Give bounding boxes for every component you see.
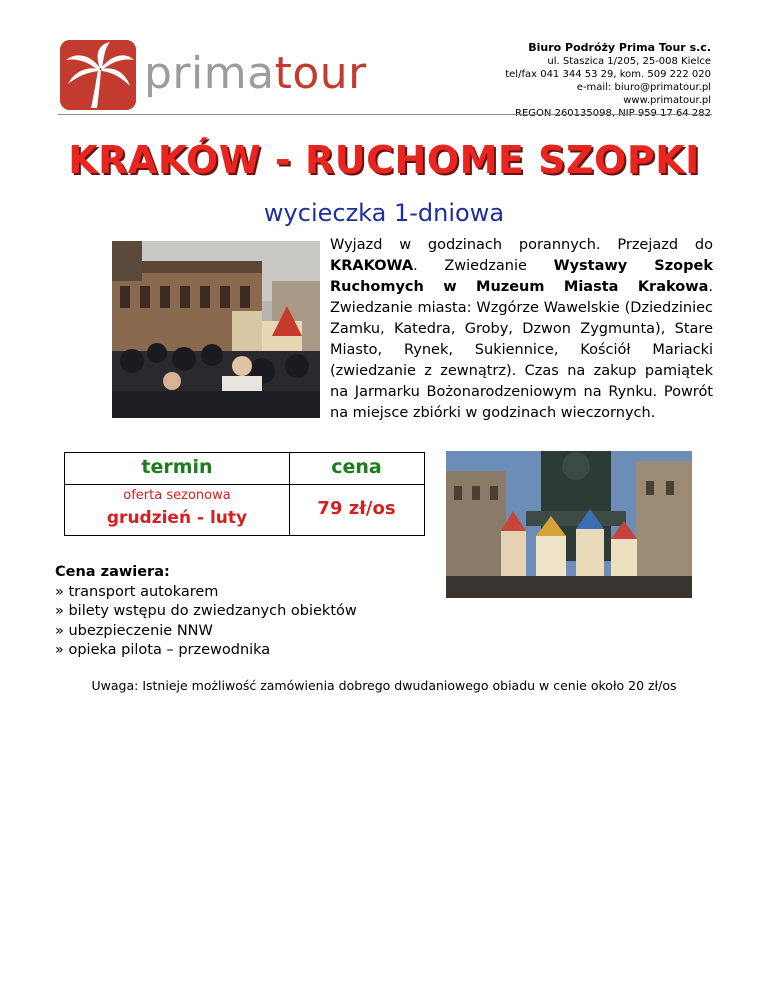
company-website[interactable]: www.primatour.pl: [623, 95, 711, 106]
company-info: [391, 40, 711, 120]
includes-item-insurance: » ubezpieczenie NNW: [55, 622, 213, 639]
logo-word-tour: tour: [274, 48, 367, 99]
desc-text-1: Wyjazd w godzinach porannych. Przejazd do: [330, 237, 713, 253]
desc-text-2: . Zwiedzanie: [413, 258, 554, 274]
includes-heading: Cena zawiera:: [55, 564, 170, 580]
footnote: Uwaga: Istnieje możliwość zamówienia dobrego dwudaniowego obiadu w cenie około 20 zł/os: [91, 678, 677, 693]
price-includes: [55, 563, 357, 661]
trip-description: [330, 235, 713, 424]
desc-bold-krakow: KRAKOWA: [330, 258, 414, 274]
offer-period: grudzień - luty: [106, 508, 248, 528]
desc-bold-exhibition: Wystawy Szopek Ruchomych w Muzeum Miasta Krakowa: [330, 258, 713, 295]
company-phones: tel/fax 041 344 53 29, kom. 509 222 020: [505, 69, 711, 80]
company-address: ul. Staszica 1/205, 25-008 Kielce: [547, 56, 711, 67]
desc-text-3: . Zwiedzanie miasta: Wzgórze Wawelskie (Dziedziniec Zamku, Katedra, Groby, Dzwon Zygmunta), Stare Miasto, Rynek, Sukiennice, Kościół Mariacki (zwiedzanie z zewnątrz). Czas na zakup pamiątek na Jarmarku Bożonarodzeniowym na Rynku. Powrót na miejsce zbiórki w godzinach wieczornych.: [330, 279, 713, 421]
price-table: [64, 452, 425, 536]
term-header: termin: [141, 456, 213, 478]
offer-price: 79 zł/os: [317, 498, 396, 519]
palm-tree-icon: [60, 40, 136, 110]
table-row-divider: [65, 484, 424, 485]
includes-item-tickets: » bilety wstępu do zwiedzanych obiektów: [55, 603, 357, 619]
price-header: cena: [331, 456, 382, 478]
nativity-scenes-photo: [446, 451, 692, 598]
includes-item-transport: » transport autokarem: [55, 583, 219, 600]
krakow-market-photo: [112, 241, 320, 418]
includes-item-guide: » opieka pilota – przewodnika: [55, 642, 271, 658]
company-name: Biuro Podróży Prima Tour s.c.: [528, 41, 711, 54]
header-divider: [58, 114, 712, 115]
logo-word-prima: prima: [144, 48, 275, 99]
company-registry: REGON 260135098, NIP 959 17 64 282: [515, 108, 711, 119]
page-title: KRAKÓW - RUCHOME SZOPKI: [68, 138, 700, 182]
offer-label: oferta sezonowa: [123, 488, 231, 503]
logo-wordmark: [144, 44, 367, 104]
company-email[interactable]: e-mail: biuro@primatour.pl: [576, 82, 711, 93]
page-subtitle: wycieczka 1-dniowa: [263, 199, 505, 227]
primatour-logo: [60, 40, 367, 112]
